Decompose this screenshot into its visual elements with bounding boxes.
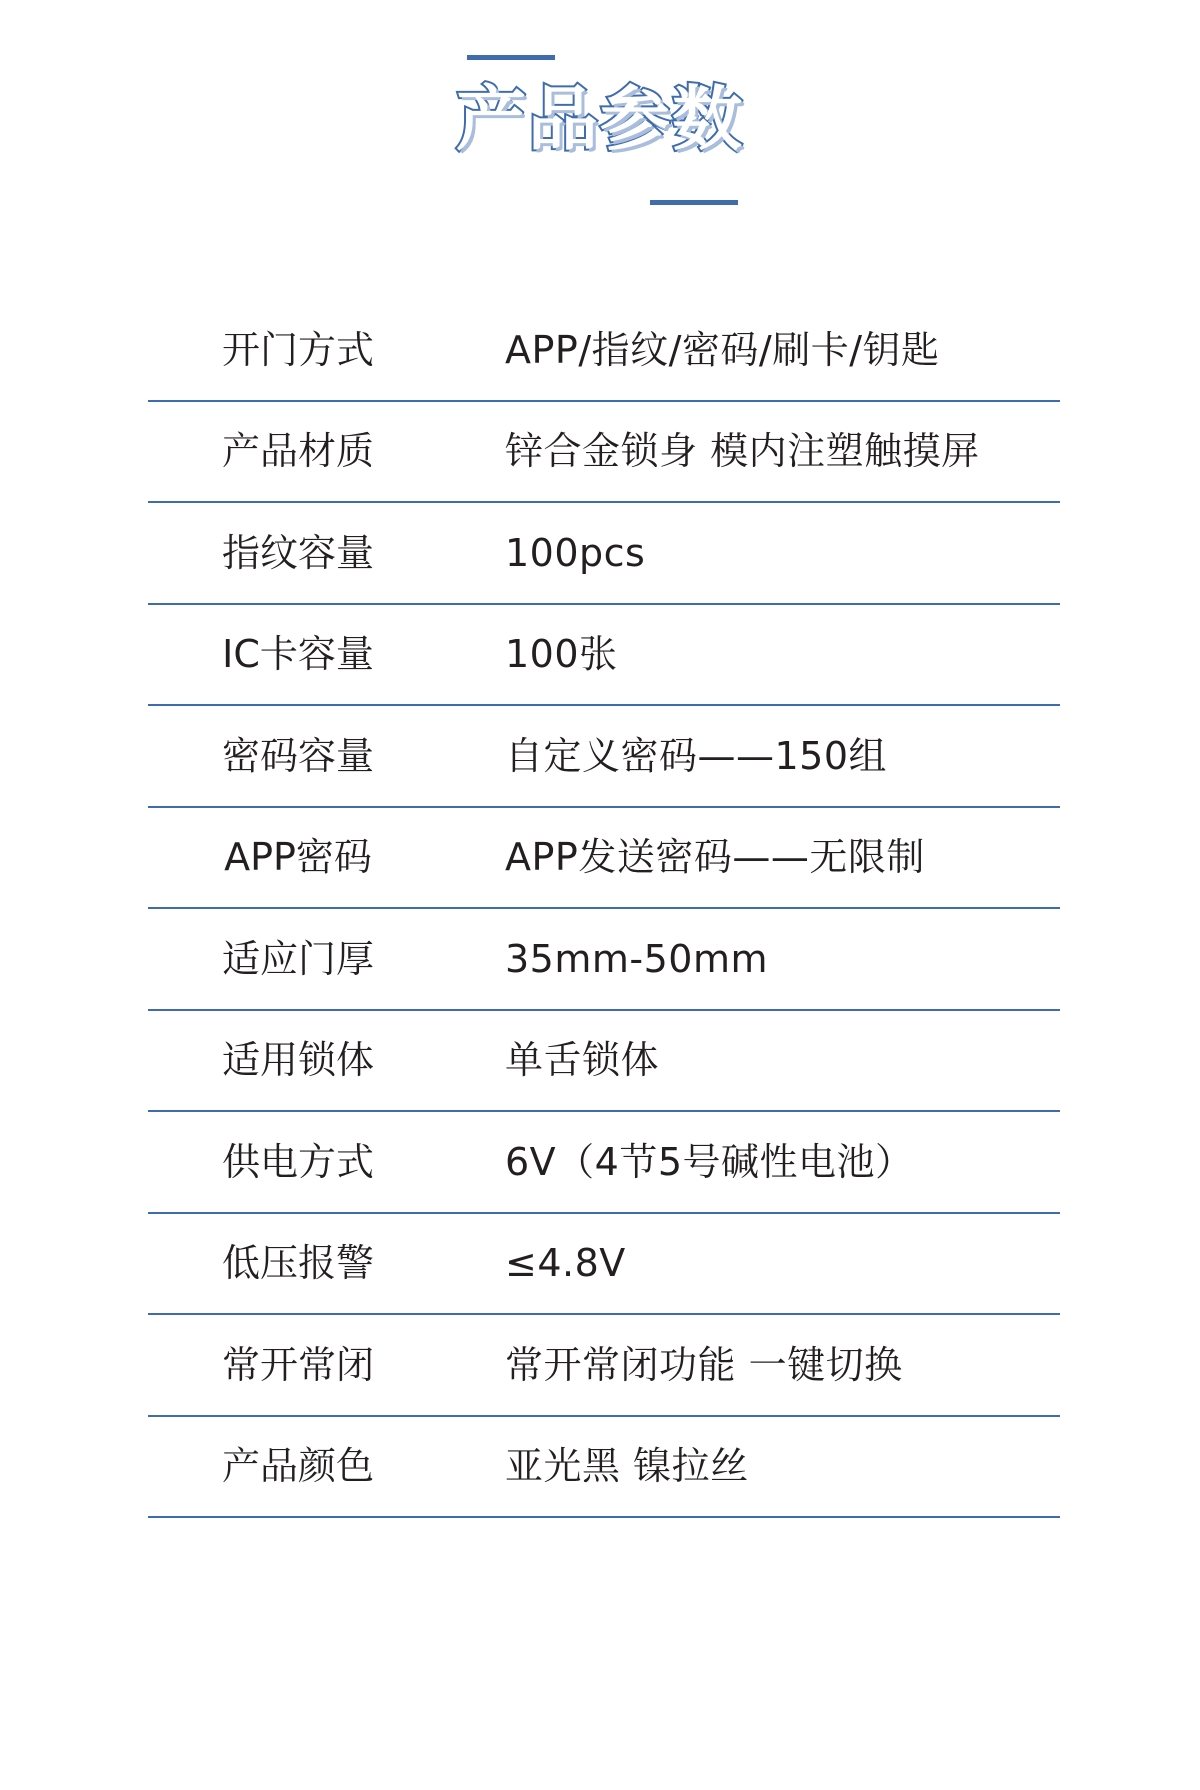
spec-label: 适用锁体 — [221, 1038, 374, 1083]
spec-row-fingerprint-capacity — [148, 503, 1060, 605]
spec-row-door-thickness — [148, 909, 1060, 1011]
title-decoration-bottom — [650, 200, 738, 205]
spec-label: 指纹容量 — [221, 530, 374, 575]
spec-value: 100张 — [505, 632, 618, 677]
spec-value: 自定义密码——150组 — [505, 733, 888, 778]
spec-label: IC卡容量 — [222, 632, 374, 677]
page-title: 产品参数 — [456, 78, 744, 160]
spec-row-password-capacity — [148, 706, 1060, 808]
spec-row-material — [148, 402, 1060, 504]
spec-value: ≤4.8V — [505, 1241, 626, 1286]
spec-value: 单舌锁体 — [505, 1038, 660, 1083]
spec-row-app-password — [148, 808, 1060, 910]
spec-value: 100pcs — [505, 530, 646, 575]
spec-row-product-color — [148, 1417, 1060, 1519]
spec-row-normally-open-closed — [148, 1315, 1060, 1417]
spec-label: 低压报警 — [221, 1241, 374, 1286]
spec-label: 密码容量 — [221, 733, 374, 778]
spec-value: 亚光黑 镍拉丝 — [505, 1444, 749, 1489]
spec-value: 锌合金锁身 模内注塑触摸屏 — [505, 429, 980, 474]
spec-table — [148, 300, 1060, 1518]
spec-row-lock-body — [148, 1011, 1060, 1113]
spec-label: APP密码 — [224, 835, 372, 880]
spec-value: 常开常闭功能 一键切换 — [505, 1342, 903, 1387]
spec-label: 产品材质 — [221, 429, 374, 474]
spec-label: 开门方式 — [221, 327, 374, 372]
spec-label: 适应门厚 — [221, 936, 374, 981]
spec-label: 常开常闭 — [221, 1342, 374, 1387]
spec-label: 供电方式 — [221, 1139, 374, 1184]
spec-value: 6V（4节5号碱性电池） — [505, 1139, 914, 1184]
title-decoration-top — [467, 55, 555, 60]
spec-row-power-supply — [148, 1112, 1060, 1214]
spec-label: 产品颜色 — [221, 1444, 374, 1489]
spec-value: 35mm-50mm — [505, 936, 768, 981]
spec-value: APP发送密码——无限制 — [505, 835, 925, 880]
spec-row-low-voltage-alarm — [148, 1214, 1060, 1316]
spec-row-ic-card-capacity — [148, 605, 1060, 707]
spec-row-unlock-method — [148, 300, 1060, 402]
spec-value: APP/指纹/密码/刷卡/钥匙 — [505, 327, 940, 372]
